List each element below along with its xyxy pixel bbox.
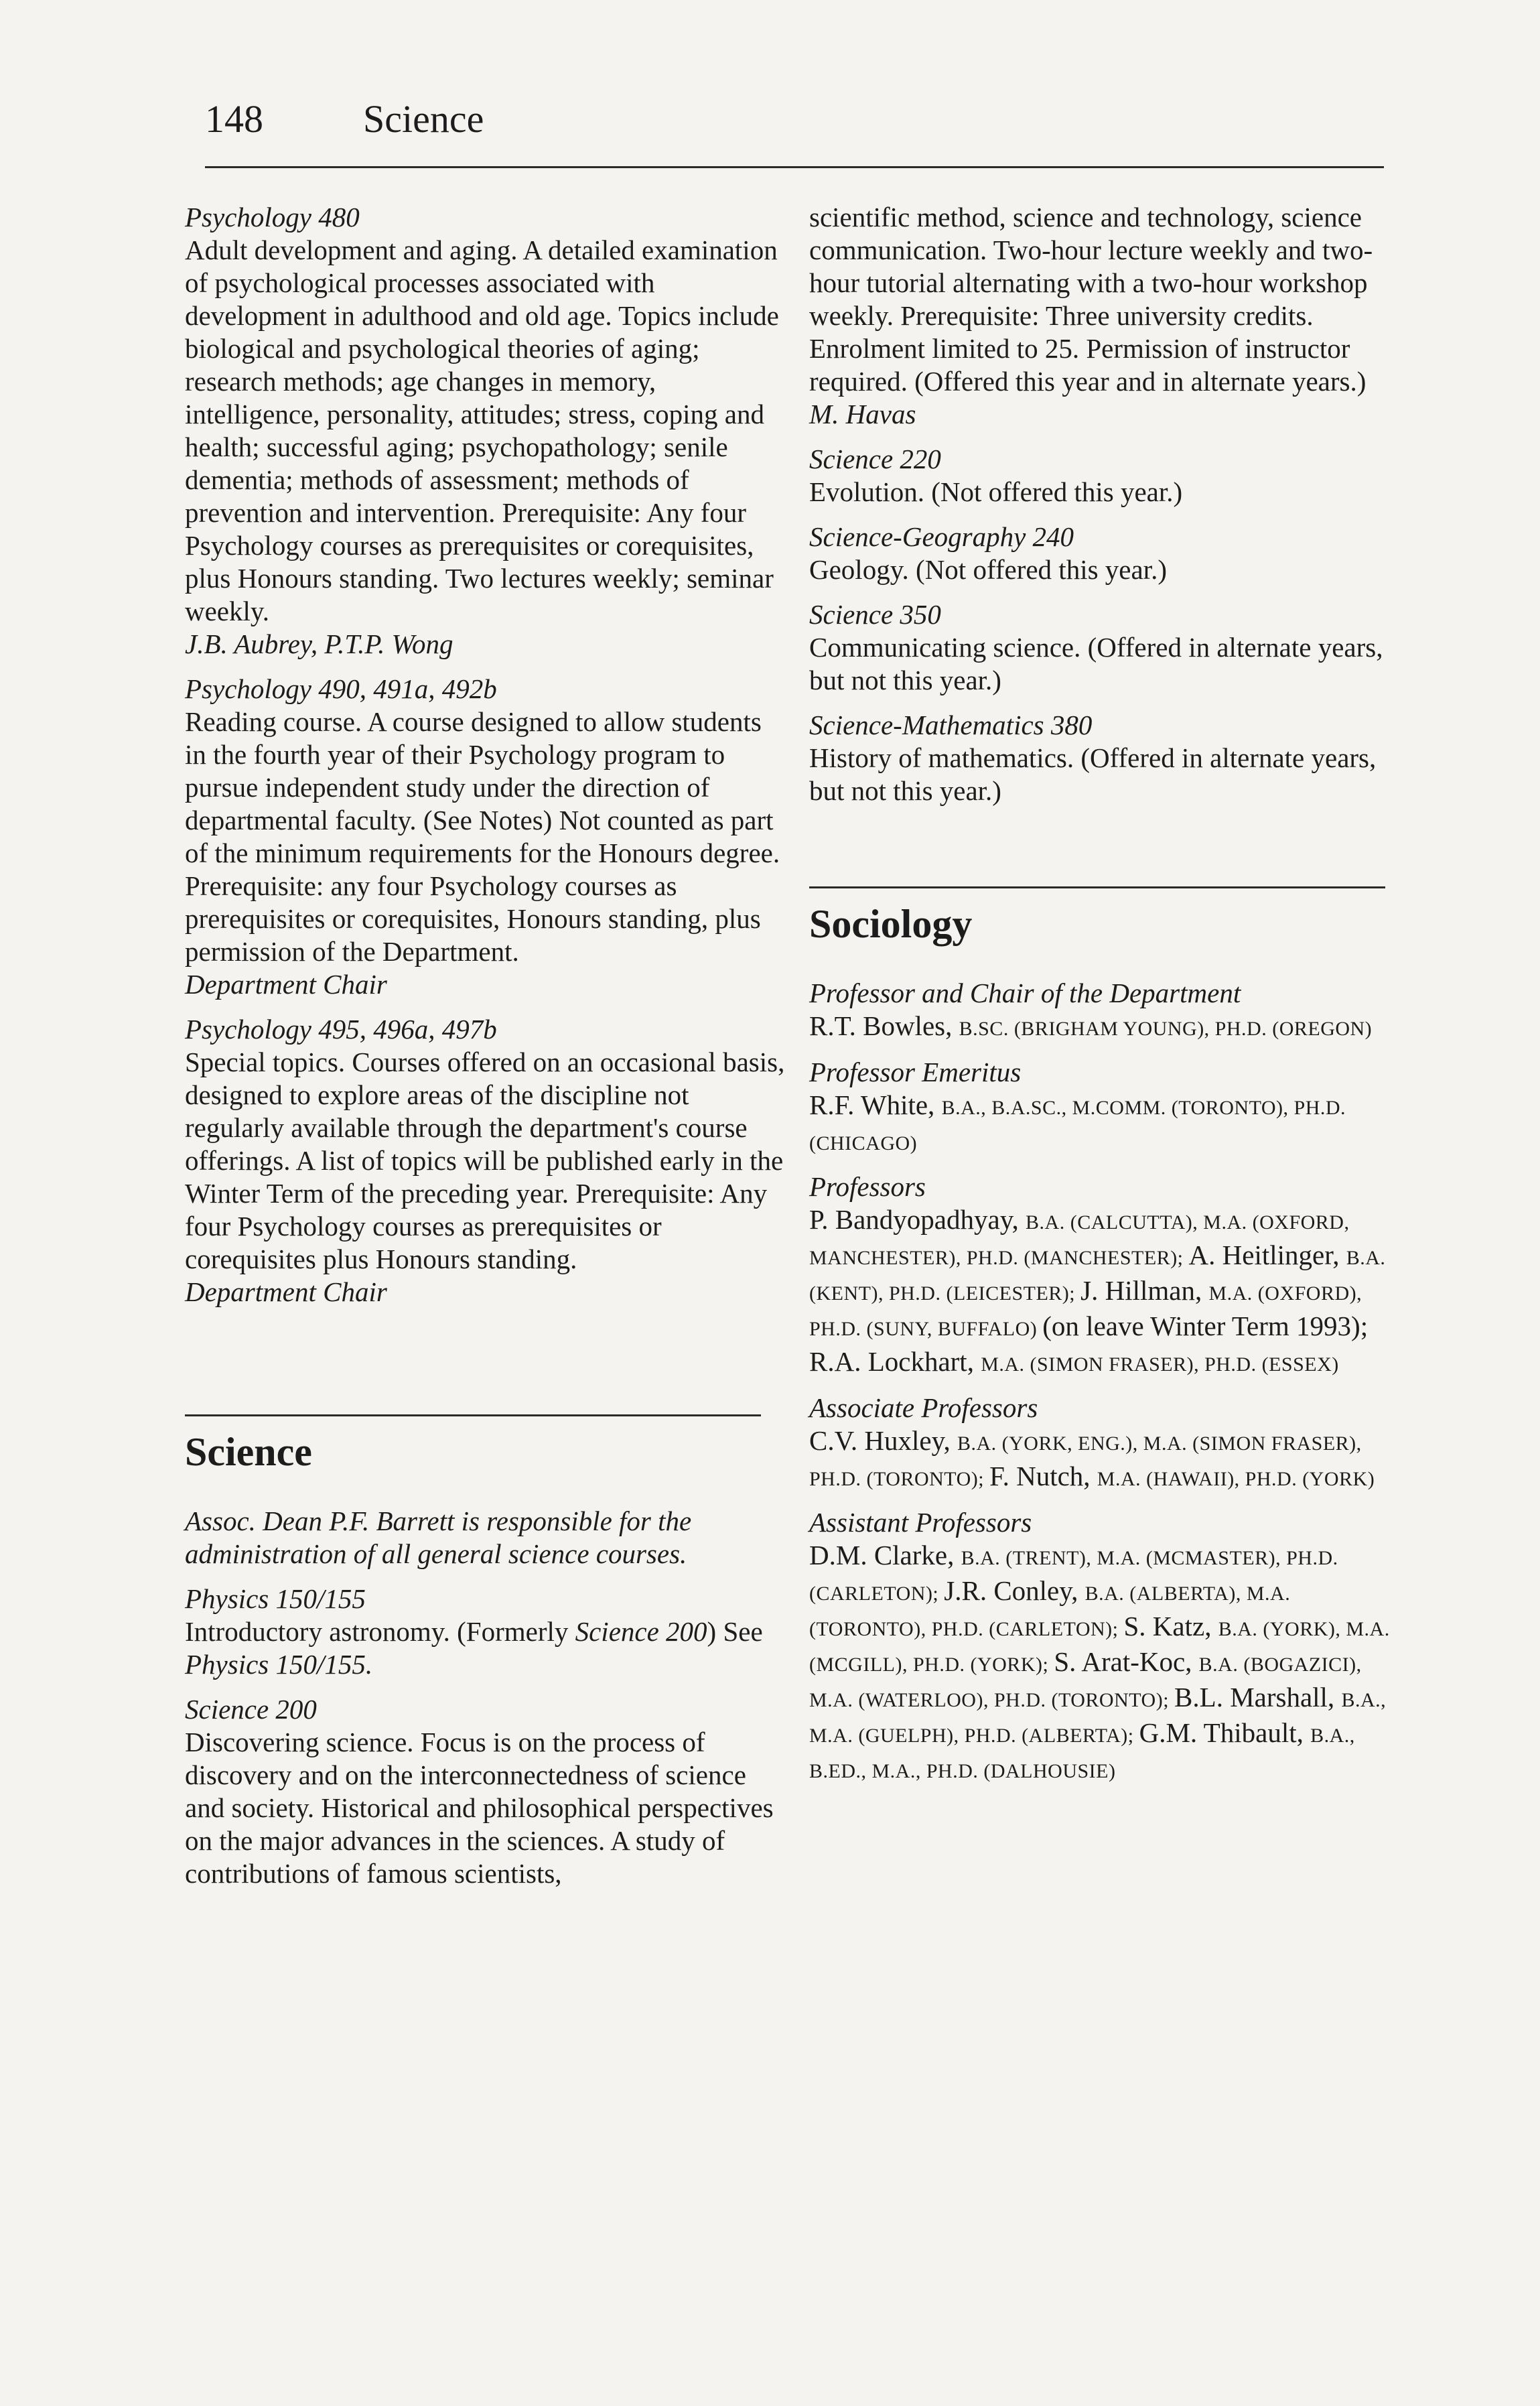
staff-list [809, 1010, 1392, 1045]
staff-credentials: B.SC. (BRIGHAM YOUNG), PH.D. (OREGON) [959, 1018, 1373, 1040]
course-description: History of mathematics. (Offered in alternate years, but not this year.) [809, 742, 1377, 806]
staff-list [809, 1203, 1392, 1381]
desc-part: Introductory astronomy. (Formerly [185, 1616, 575, 1647]
course-entry [185, 201, 788, 661]
staff-list [809, 1539, 1392, 1788]
staff-group-title: Associate Professors [809, 1392, 1038, 1423]
desc-part-italic: Science 200 [575, 1616, 707, 1647]
staff-list [809, 1089, 1392, 1160]
course-title: Science 350 [809, 599, 941, 630]
staff-name: C.V. Huxley, [809, 1425, 957, 1456]
course-description: Special topics. Courses offered on an occasional basis, designed to explore areas of the discipline not regularly available through the department's course offerings. A list of topics will be published early in the Winter Term of the preceding year. Prerequisite: Any four Psychology courses as prerequisites or corequisites plus Honours standing. [185, 1047, 785, 1274]
course-title: Science-Mathematics 380 [809, 710, 1093, 740]
staff-credentials: B.A. (ALBERTA), M.A. (TORONTO), PH.D. (CARLETON); [809, 1583, 1291, 1640]
staff-name: F. Nutch, [989, 1461, 1097, 1491]
staff-credentials: B.A. (BOGAZICI), M.A. (WATERLOO), PH.D. (TORONTO); [809, 1654, 1362, 1711]
staff-name: G.M. Thibault, [1139, 1717, 1311, 1748]
science-heading: Science [185, 1430, 312, 1474]
staff-credentials: B.A., B.ED., M.A., PH.D. (DALHOUSIE) [809, 1725, 1355, 1782]
course-entry [809, 521, 1392, 586]
staff-group-associate [809, 1392, 1392, 1495]
course-description: Discovering science. Focus is on the process of discovery and on the interconnectedness of science and society. Historical and philosophical perspectives on the major advances in the sciences. A study of contributions of famous scientists, [185, 1727, 774, 1889]
staff-name: P. Bandyopadhyay, [809, 1204, 1026, 1235]
staff-credentials: M.A. (HAWAII), PH.D. (YORK) [1097, 1468, 1375, 1490]
course-entry [185, 1583, 788, 1681]
staff-credentials: B.A. (TRENT), M.A. (MCMASTER), PH.D. (CARLETON); [809, 1547, 1338, 1605]
course-description: scientific method, science and technology, science communication. Two-hour lecture weekly and two-hour tutorial alternating with a two-hour workshop weekly. Prerequisite: Three university credits. Enrolment limited to 25. Permission of instructor required. (Offered this year and in alternate years.) [809, 202, 1373, 397]
course-title: Psychology 495, 496a, 497b [185, 1014, 497, 1045]
staff-credentials: B.A. (YORK), M.A. (MCGILL), PH.D. (YORK); [809, 1618, 1390, 1676]
course-description: Evolution. (Not offered this year.) [809, 476, 1183, 507]
staff-credentials: B.A., M.A. (GUELPH), PH.D. (ALBERTA); [809, 1689, 1387, 1747]
course-title: Science 200 [185, 1694, 317, 1725]
desc-part-italic: Physics 150/155. [185, 1649, 373, 1680]
left-column [185, 201, 788, 1902]
staff-credentials: B.A. (CALCUTTA), M.A. (OXFORD, MANCHESTER), PH.D. (MANCHESTER); [809, 1211, 1350, 1269]
staff-name: D.M. Clarke, [809, 1540, 961, 1570]
staff-credentials: B.A., B.A.SC., M.COMM. (TORONTO), PH.D. (CHICAGO) [809, 1097, 1346, 1154]
staff-credentials: B.A. (YORK, ENG.), M.A. (SIMON FRASER), PH.D. (TORONTO); [809, 1432, 1362, 1490]
course-instructors: Department Chair [185, 1276, 387, 1307]
staff-name: S. Arat-Koc, [1054, 1646, 1199, 1677]
course-entry [185, 1013, 788, 1309]
staff-name: R.F. White, [809, 1089, 942, 1120]
staff-group-title: Professor Emeritus [809, 1057, 1022, 1087]
staff-group-chair [809, 977, 1392, 1045]
staff-name: B.L. Marshall, [1174, 1682, 1342, 1713]
course-description: Adult development and aging. A detailed examination of psychological processes associated with development in adulthood and old age. Topics include biological and psychological theories of aging; research methods; age changes in memory, intelligence, personality, attitudes; stress, coping and health; successful aging; psychopathology; senile dementia; methods of assessment; methods of prevention and intervention. Prerequisite: Any four Psychology courses as prerequisites or corequisites, plus Honours standing. Two lectures weekly; seminar weekly. [185, 235, 779, 626]
course-entry [809, 443, 1392, 509]
staff-name: J. Hillman, [1080, 1275, 1209, 1306]
staff-name: S. Katz, [1123, 1611, 1218, 1642]
course-title: Science-Geography 240 [809, 521, 1074, 552]
science-intro: Assoc. Dean P.F. Barrett is responsible for the administration of all general science courses. [185, 1506, 692, 1569]
course-entry [809, 598, 1392, 697]
course-title: Psychology 480 [185, 202, 360, 232]
course-entry [185, 673, 788, 1001]
staff-group-title: Professors [809, 1171, 926, 1202]
page-number: 148 [205, 97, 263, 141]
staff-credentials: M.A. (OXFORD), PH.D. (SUNY, BUFFALO) [809, 1282, 1362, 1340]
course-description: Geology. (Not offered this year.) [809, 554, 1167, 585]
course-entry [185, 1693, 788, 1890]
staff-name: R.T. Bowles, [809, 1010, 959, 1041]
page-header [205, 92, 1384, 168]
staff-group-assistant [809, 1506, 1392, 1788]
course-entry-continued [809, 201, 1392, 431]
course-description [185, 1615, 788, 1681]
course-title: Psychology 490, 491a, 492b [185, 673, 497, 704]
staff-group-title: Professor and Chair of the Department [809, 978, 1241, 1008]
desc-part: ) See [707, 1616, 763, 1647]
course-description: Reading course. A course designed to allow students in the fourth year of their Psychology program to pursue independent study under the direction of departmental faculty. (See Notes) Not counted as part of the minimum requirements for the Honours degree. Prerequisite: any four Psychology courses as prerequisites or corequisites, Honours standing, plus permission of the Department. [185, 706, 780, 967]
course-description: Communicating science. (Offered in alternate years, but not this year.) [809, 632, 1383, 695]
course-title: Science 220 [809, 444, 941, 474]
staff-group-title: Assistant Professors [809, 1507, 1032, 1538]
staff-list [809, 1424, 1392, 1495]
staff-credentials: B.A. (KENT), PH.D. (LEICESTER); [809, 1247, 1386, 1305]
right-column [809, 201, 1392, 1798]
course-instructors: Department Chair [185, 969, 387, 1000]
staff-credentials: M.A. (SIMON FRASER), PH.D. (ESSEX) [981, 1353, 1339, 1376]
staff-name: A. Heitlinger, [1188, 1240, 1346, 1270]
running-title: Science [363, 97, 484, 141]
course-title: Physics 150/155 [185, 1583, 366, 1614]
course-instructors: J.B. Aubrey, P.T.P. Wong [185, 628, 453, 659]
staff-name: J.R. Conley, [944, 1575, 1085, 1606]
course-instructors: M. Havas [809, 399, 916, 429]
staff-name: (on leave Winter Term 1993); R.A. Lockhart, [809, 1311, 1369, 1377]
sociology-heading: Sociology [809, 902, 973, 946]
section-rule [809, 886, 1385, 888]
course-entry [809, 709, 1392, 807]
section-rule [185, 1414, 761, 1416]
staff-group-professors [809, 1171, 1392, 1381]
staff-group-emeritus [809, 1056, 1392, 1160]
